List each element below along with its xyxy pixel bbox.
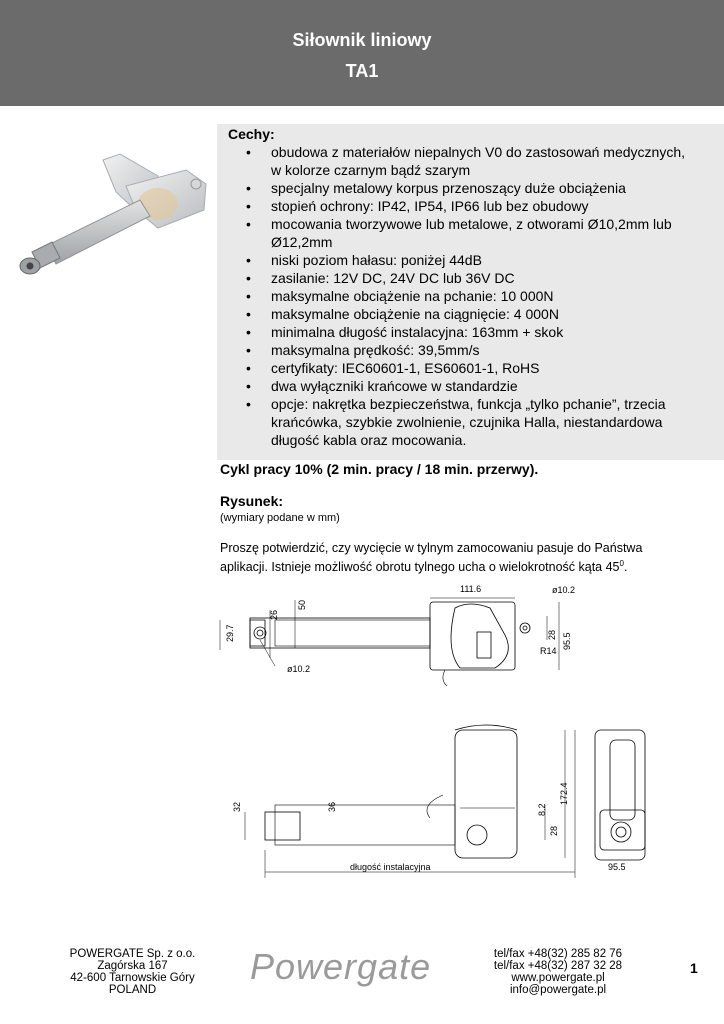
feature-text: krańcówka, szybkie zwolnienie, czujnika Halla, niestandardowa <box>271 414 663 430</box>
page-header <box>0 0 724 106</box>
rotation-note-line2: aplikacji. Istnieje możliwość obrotu tylnego ucha o wielokrotność kąta 45 <box>220 560 620 575</box>
bullet-icon: • <box>246 306 251 322</box>
dim-29-7: 29.7 <box>225 624 235 642</box>
phone-2: tel/fax +48(32) 287 32 28 <box>493 960 623 972</box>
company-street: Zagórska 167 <box>97 960 168 972</box>
feature-text: maksymalne obciążenie na ciągnięcie: 4 000N <box>271 306 559 322</box>
dim-r14: R14 <box>540 646 557 656</box>
bullet-icon: • <box>246 216 251 232</box>
drawing-units-note: (wymiary podane w mm) <box>220 512 340 524</box>
feature-text: dwa wyłączniki krańcowe w standardzie <box>271 378 518 394</box>
dim-8-2: 8.2 <box>537 803 547 816</box>
feature-item <box>246 215 716 251</box>
dim-50: 50 <box>297 599 307 610</box>
feature-item <box>246 323 716 341</box>
feature-text: maksymalna prędkość: 39,5mm/s <box>271 342 480 358</box>
company-contact <box>483 948 633 996</box>
dim-172-4: 172.4 <box>559 782 569 805</box>
page-number: 1 <box>690 960 698 976</box>
actuator-photo <box>8 148 208 293</box>
feature-text: minimalna długość instalacyjna: 163mm + skok <box>271 324 564 340</box>
feature-text: maksymalne obciążenie na pchanie: 10 000N <box>271 288 554 304</box>
dim-26: 26 <box>269 609 279 620</box>
side-view <box>245 725 575 878</box>
feature-item <box>246 287 716 305</box>
feature-text: obudowa z materiałów niepalnych V0 do zastosowań medycznych, <box>271 144 686 160</box>
dim-36: 36 <box>327 801 337 812</box>
feature-text: długość kabla oraz mocowania. <box>271 432 467 448</box>
rotation-note-end: . <box>623 560 628 575</box>
bullet-icon: • <box>246 342 251 358</box>
feature-text: w kolorze czarnym bądź szarym <box>271 162 471 178</box>
features-list <box>246 143 716 449</box>
feature-text: certyfikaty: IEC60601-1, ES60601-1, RoHS <box>271 360 540 376</box>
company-address <box>50 948 215 996</box>
dim-d10-2-bottom: ø10.2 <box>287 664 311 674</box>
bullet-icon: • <box>246 198 251 214</box>
feature-item <box>246 179 716 197</box>
feature-text: Ø12,2mm <box>271 234 333 250</box>
bullet-icon: • <box>246 252 251 268</box>
feature-item <box>246 395 716 449</box>
powergate-logo: Powergate <box>250 946 432 987</box>
bullet-icon: • <box>246 324 251 340</box>
bullet-icon: • <box>246 180 251 196</box>
email-link[interactable]: info@powergate.pl <box>509 984 607 996</box>
bullet-icon: • <box>246 378 251 394</box>
bullet-icon: • <box>246 396 251 412</box>
bullet-icon: • <box>246 288 251 304</box>
feature-item <box>246 359 716 377</box>
feature-text: zasilanie: 12V DC, 24V DC lub 36V DC <box>271 270 515 286</box>
side-view-labels <box>232 782 569 872</box>
installation-length-label: długość instalacyjna <box>350 862 431 872</box>
product-model: TA1 <box>345 61 379 81</box>
feature-item <box>246 377 716 395</box>
end-view-labels <box>608 862 626 872</box>
features-box <box>217 124 724 460</box>
feature-item <box>246 251 716 269</box>
company-name: POWERGATE Sp. z o.o. <box>69 948 196 960</box>
feature-text: opcje: nakrętka bezpieczeństwa, funkcja „tylko pchanie”, trzecia <box>271 396 666 412</box>
feature-item <box>246 305 716 323</box>
company-city: 42-600 Tarnowskie Góry <box>70 972 195 984</box>
feature-text: stopień ochrony: IP42, IP54, IP66 lub bez obudowy <box>271 198 589 214</box>
degree-sup: 0 <box>619 559 624 568</box>
feature-item <box>246 197 716 215</box>
dim-111-6: 111.6 <box>460 584 482 594</box>
page-title: Siłownik liniowy <box>292 30 432 50</box>
phone-1: tel/fax +48(32) 285 82 76 <box>493 948 623 960</box>
technical-drawing <box>215 580 626 890</box>
feature-text: niski poziom hałasu: poniżej 44dB <box>271 252 482 268</box>
drawing-heading: Rysunek: <box>220 493 284 509</box>
feature-item <box>246 269 716 287</box>
dim-95-5-end: 95.5 <box>608 862 626 872</box>
company-country: POLAND <box>108 984 157 996</box>
rotation-note-line1: Proszę potwierdzić, czy wycięcie w tylnym zamocowaniu pasuje do Państwa <box>220 541 643 555</box>
dim-28-top: 28 <box>547 629 557 640</box>
website-link[interactable]: www.powergate.pl <box>511 972 605 984</box>
dim-95-5-top: 95.5 <box>562 632 572 650</box>
features-heading: Cechy: <box>228 126 275 142</box>
dim-d10-2-top: ø10.2 <box>552 585 576 595</box>
bullet-icon: • <box>246 360 251 376</box>
feature-item <box>246 143 716 179</box>
dim-32: 32 <box>232 801 242 812</box>
duty-cycle: Cykl pracy 10% (2 min. pracy / 18 min. przerwy). <box>220 461 539 477</box>
feature-text: specjalny metalowy korpus przenoszący duże obciążenia <box>271 180 626 196</box>
rotation-note <box>220 540 700 575</box>
end-view <box>595 730 645 860</box>
top-view-labels <box>225 584 575 674</box>
bullet-icon: • <box>246 270 251 286</box>
feature-item <box>246 341 716 359</box>
feature-text: mocowania tworzywowe lub metalowe, z otworami Ø10,2mm lub <box>271 216 672 232</box>
dim-28-side: 28 <box>549 825 559 836</box>
bullet-icon: • <box>246 144 251 160</box>
